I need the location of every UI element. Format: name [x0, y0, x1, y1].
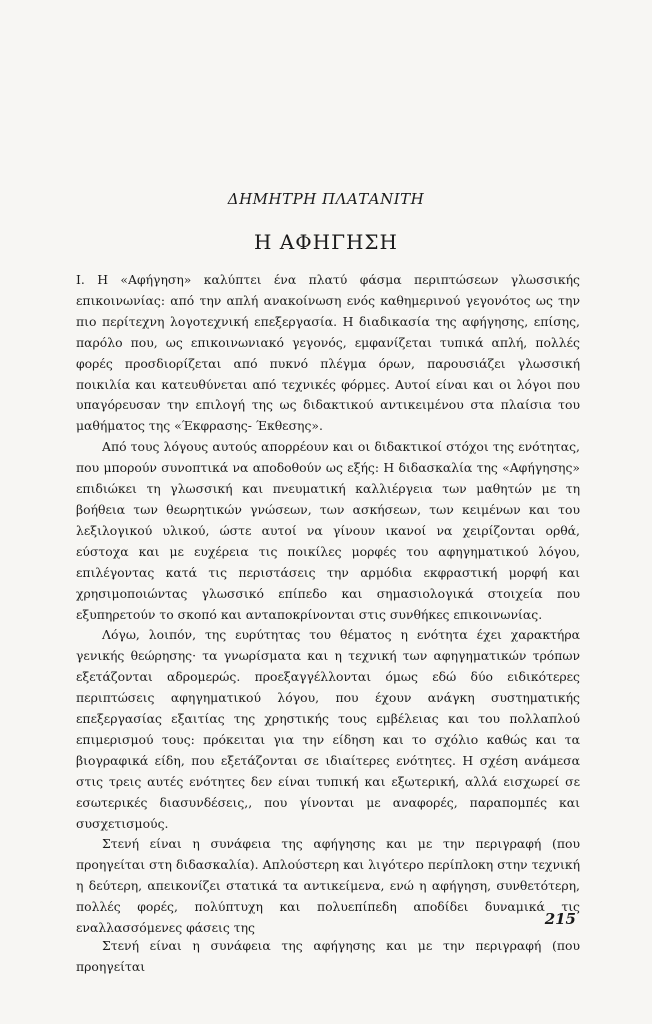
paragraph-1: Ι. Η «Αφήγηση» καλύπτει ένα πλατύ φάσμα περιπτώσεων γλωσσικής επικοινωνίας: από την απλή ανακοίνωση ενός καθημερινού γεγονότος ως την πιο περίτεχνη λογοτεχνική επεξεργασία. Η διαδικασία της αφήγησης, επίσης, παρόλο που, ως επικοινωνιακό γεγονός, εμφανίζεται τυπικά απλή, πολλές φορές προσδιορίζεται από πυκνό πλέγμα όρων, παρουσιάζει γλωσσική ποικιλία και κατευθύνεται από τεχνικές φόρμες. Αυτοί είναι και οι λόγοι που υπαγόρευσαν την επιλογή της ως διδακτικού αντικειμένου στα πλαίσια του μαθήματος της «Έκφρασης- Έκθεσης». — [76, 272, 580, 434]
paragraph-4: Στενή είναι η συνάφεια της αφήγησης και με την περιγραφή (που προηγείται στη διδασκαλία). Απλούστερη και λιγότερο περίπλοκη στην τεχνική η δεύτερη, απεικονίζει στατικά τα αντικείμενα, ενώ η αφήγηση, συνθετότερη, πολλές φορές, πολύπτυχη και πολυεπίπεδη αποδίδει δυναμικά τις εναλλασσόμενες φάσεις της — [76, 836, 580, 936]
paragraph-3: Λόγω, λοιπόν, της ευρύτητας του θέματος η ενότητα έχει χαρακτήρα γενικής θεώρησης· τα γνωρίσματα και η τεχνική των αφηγηματικών τρόπων εξετάζονται αδρομερώς. προεξαγγέλλονται όμως εδώ δύο ειδικότερες περιπτώσεις αφηγηματικού λόγου, που έχουν ανάγκη συστηματικής επεξεργασίας εξαιτίας της χρηστικής τους εμβέλειας και του πολλαπλού επιμερισμού τους: πρόκειται για την είδηση και το σχόλιο καθώς και τα βιογραφικά είδη, που εξετάζονται σε ιδιαίτερες ενότητες. Η σχέση ανάμεσα στις τρεις αυτές ενότητες δεν είναι τυπική και εξωτερική, αλλά εισχωρεί σε εσωτερικές διασυνδέσεις,, που γίνονται με αναφορές, παραπομπές και συσχετισμούς. — [76, 627, 580, 831]
page-number: 215 — [544, 910, 576, 928]
body-text — [76, 270, 580, 939]
chapter-title: Η ΑΦΗΓΗΣΗ — [254, 230, 398, 254]
author-name: ΔΗΜΗΤΡΗ ΠΛΑΤΑΝΙΤΗ — [227, 190, 425, 208]
paragraph-2: Από τους λόγους αυτούς απορρέουν και οι διδακτικοί στόχοι της ενότητας, που μπορούν συνοπτικά να αποδοθούν ως εξής: Η διδασκαλία της «Αφήγησης» επιδιώκει τη γλωσσική και πνευματική καλλιέργεια των μαθητών με τη βοήθεια των θεωρητικών γνώσεων, των ασκήσεων, των κειμένων και του λεξιλογικού υλικού, ώστε αυτοί να γίνουν ικανοί να χειρίζονται ορθά, εύστοχα και με ευχέρεια τις ποικίλες μορφές του αφηγηματικού λόγου, επιλέγοντας κατά τις περιστάσεις την αρμόδια εκφραστική μορφή και χρησιμοποιώντας γλωσσικό επίπεδο και σημασιολογικά στοιχεία που εξυπηρετούν το σκοπό και ανταποκρίνονται στις συνθήκες επικοινωνίας. — [76, 439, 580, 622]
continuation-line: Στενή είναι η συνάφεια της αφήγησης και με την περιγραφή (που προηγείται — [76, 938, 580, 974]
